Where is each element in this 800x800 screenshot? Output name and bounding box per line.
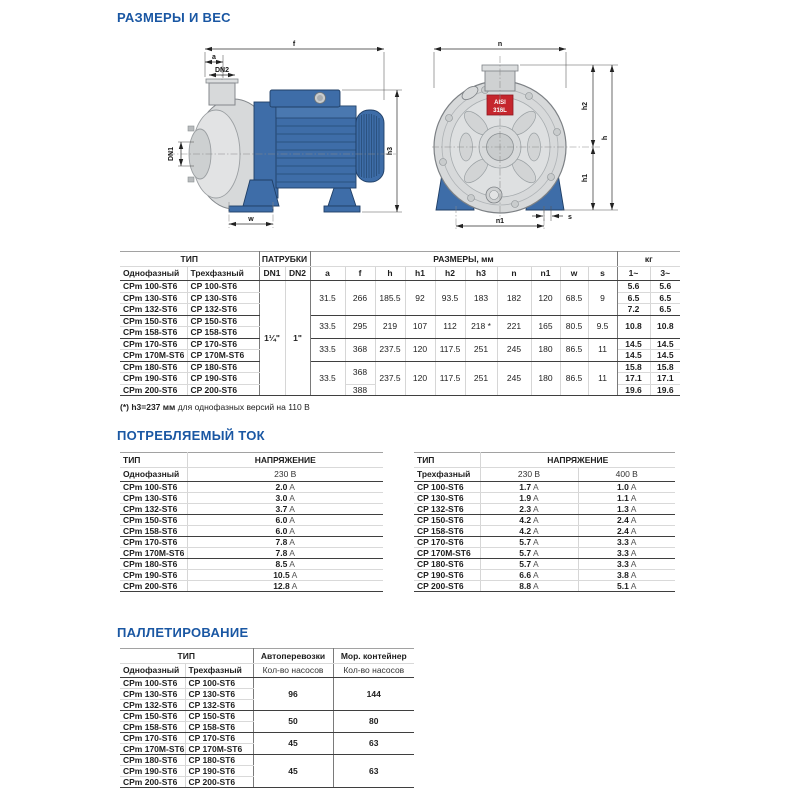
model-cell: CPm 150-ST6 bbox=[120, 711, 185, 722]
dim-cell: 80.5 bbox=[560, 315, 588, 338]
dim-cell: 218 * bbox=[465, 315, 497, 338]
dim-cell: 33.5 bbox=[310, 315, 345, 338]
dim-cell: 86.5 bbox=[560, 361, 588, 396]
model-cell: CP 150-ST6 bbox=[187, 315, 259, 327]
dim-h bbox=[602, 65, 612, 210]
current-cell: 2.4 A bbox=[578, 526, 675, 537]
dim-cell: 33.5 bbox=[310, 338, 345, 361]
table-row bbox=[120, 733, 414, 744]
dim-label-n1: n1 bbox=[495, 218, 505, 225]
dim-label-dn1: DN1 bbox=[168, 146, 175, 162]
qty-cell: 45 bbox=[253, 733, 333, 755]
model-cell: CPm 190-ST6 bbox=[120, 373, 187, 385]
qty-cell: 96 bbox=[253, 678, 333, 711]
header-cell: w bbox=[560, 267, 588, 281]
dim-cell: 251 bbox=[465, 338, 497, 361]
dim-cell: 31.5 bbox=[310, 281, 345, 316]
current-cell: 5.1 A bbox=[578, 581, 675, 592]
table-subheader-row bbox=[120, 468, 383, 482]
dim-cell: 86.5 bbox=[560, 338, 588, 361]
model-cell: CPm 158-ST6 bbox=[120, 722, 185, 733]
header-cell: 3~ bbox=[650, 267, 680, 281]
dim-cell: 11 bbox=[588, 361, 617, 396]
model-cell: CPm 170-ST6 bbox=[120, 733, 185, 744]
header-cell: h3 bbox=[465, 267, 497, 281]
header-cell: Однофазный bbox=[120, 267, 187, 281]
model-cell: CPm 170M-ST6 bbox=[120, 548, 187, 559]
weight-cell: 10.8 bbox=[617, 315, 650, 338]
dim-cell: 180 bbox=[531, 338, 560, 361]
model-cell: CPm 150-ST6 bbox=[120, 515, 187, 526]
dim-cell: 237.5 bbox=[375, 361, 405, 396]
dim-label-n: n bbox=[497, 41, 503, 48]
model-cell: CPm 170-ST6 bbox=[120, 537, 187, 548]
model-cell: CP 132-ST6 bbox=[187, 304, 259, 316]
header-cell: ТИП bbox=[120, 453, 187, 468]
pump-side-view-drawing bbox=[150, 38, 430, 234]
current-cell: 1.7 A bbox=[480, 482, 578, 493]
table-header-row bbox=[414, 453, 675, 468]
current-cell: 3.7 A bbox=[187, 504, 383, 515]
model-cell: CP 158-ST6 bbox=[187, 327, 259, 339]
weight-cell: 6.5 bbox=[617, 292, 650, 304]
model-cell: CPm 132-ST6 bbox=[120, 700, 185, 711]
model-cell: CP 170-ST6 bbox=[187, 338, 259, 350]
dim-cell: 295 bbox=[345, 315, 375, 338]
header-cell: f bbox=[345, 267, 375, 281]
model-cell: CPm 200-ST6 bbox=[120, 384, 187, 396]
weight-cell: 19.6 bbox=[650, 384, 680, 396]
dim-cell: 11 bbox=[588, 338, 617, 361]
dim-cell: 368 bbox=[345, 361, 375, 384]
dim-label-s: s bbox=[568, 214, 572, 221]
header-cell: ТИП bbox=[414, 453, 480, 468]
header-cell: n1 bbox=[531, 267, 560, 281]
current-cell: 7.8 A bbox=[187, 548, 383, 559]
dim-cell: 120 bbox=[405, 361, 435, 396]
current-cell: 3.3 A bbox=[578, 537, 675, 548]
current-cell: 6.6 A bbox=[480, 570, 578, 581]
dim-cell: 120 bbox=[531, 281, 560, 316]
header-cell: ТИП bbox=[120, 649, 253, 664]
current-cell: 5.7 A bbox=[480, 537, 578, 548]
model-cell: CPm 130-ST6 bbox=[120, 689, 185, 700]
dim-cell: 266 bbox=[345, 281, 375, 316]
table-row bbox=[414, 537, 675, 548]
dim-cell: 388 bbox=[345, 384, 375, 396]
header-cell: ТИП bbox=[120, 252, 259, 267]
model-cell: CP 170M-ST6 bbox=[187, 350, 259, 362]
dim-label-a: a bbox=[212, 54, 216, 61]
weight-cell: 10.8 bbox=[650, 315, 680, 338]
header-cell: s bbox=[588, 267, 617, 281]
model-cell: CP 200-ST6 bbox=[187, 384, 259, 396]
table-row bbox=[120, 515, 383, 526]
weight-cell: 19.6 bbox=[617, 384, 650, 396]
table-row bbox=[414, 548, 675, 559]
dim-cell: 221 bbox=[497, 315, 531, 338]
table-row bbox=[120, 281, 680, 293]
dim-cell: 33.5 bbox=[310, 361, 345, 396]
model-cell: CP 180-ST6 bbox=[185, 755, 253, 766]
dim-label-f: f bbox=[292, 41, 296, 48]
weight-cell: 5.6 bbox=[650, 281, 680, 293]
header-cell: Трехфазный bbox=[187, 267, 259, 281]
model-cell: CPm 180-ST6 bbox=[120, 559, 187, 570]
dim-cell: 165 bbox=[531, 315, 560, 338]
model-cell: CPm 180-ST6 bbox=[120, 361, 187, 373]
header-cell: Однофазный bbox=[120, 664, 185, 678]
header-cell: Кол-во насосов bbox=[333, 664, 414, 678]
dim-label-w: w bbox=[248, 216, 254, 223]
dim-label-h: h bbox=[602, 135, 609, 141]
header-cell: кг bbox=[617, 252, 680, 267]
qty-cell: 144 bbox=[333, 678, 414, 711]
header-cell: Мор. контейнер bbox=[333, 649, 414, 664]
current-cell: 2.3 A bbox=[480, 504, 578, 515]
model-cell: CPm 170M-ST6 bbox=[120, 744, 185, 755]
model-cell: CP 170M-ST6 bbox=[414, 548, 480, 559]
table-row bbox=[120, 581, 383, 592]
model-cell: CP 200-ST6 bbox=[414, 581, 480, 592]
table-header-row bbox=[120, 252, 680, 267]
table-row bbox=[120, 755, 414, 766]
header-cell: Автоперевозки bbox=[253, 649, 333, 664]
header-cell: DN2 bbox=[285, 267, 310, 281]
pallet-section-title: ПАЛЛЕТИРОВАНИЕ bbox=[117, 625, 249, 640]
model-cell: CPm 158-ST6 bbox=[120, 526, 187, 537]
model-cell: CP 130-ST6 bbox=[185, 689, 253, 700]
model-cell: CP 200-ST6 bbox=[185, 777, 253, 788]
current-cell: 1.9 A bbox=[480, 493, 578, 504]
model-cell: CPm 200-ST6 bbox=[120, 581, 187, 592]
header-cell: НАПРЯЖЕНИЕ bbox=[187, 453, 383, 468]
dim-cell: 368 bbox=[345, 338, 375, 361]
model-cell: CPm 150-ST6 bbox=[120, 315, 187, 327]
current-cell: 1.0 A bbox=[578, 482, 675, 493]
model-cell: CPm 100-ST6 bbox=[120, 281, 187, 293]
header-cell: НАПРЯЖЕНИЕ bbox=[480, 453, 675, 468]
table-row bbox=[414, 482, 675, 493]
header-cell: РАЗМЕРЫ, мм bbox=[310, 252, 617, 267]
current-cell: 6.0 A bbox=[187, 526, 383, 537]
model-cell: CP 132-ST6 bbox=[414, 504, 480, 515]
current-cell: 4.2 A bbox=[480, 515, 578, 526]
qty-cell: 63 bbox=[333, 755, 414, 788]
pump-front-view-drawing bbox=[428, 38, 633, 234]
model-cell: CPm 200-ST6 bbox=[120, 777, 185, 788]
model-cell: CPm 190-ST6 bbox=[120, 766, 185, 777]
table-subheader-row bbox=[120, 267, 680, 281]
model-cell: CP 190-ST6 bbox=[187, 373, 259, 385]
current-cell: 2.4 A bbox=[578, 515, 675, 526]
table-header-row bbox=[120, 453, 383, 468]
current-cell: 4.2 A bbox=[480, 526, 578, 537]
table-row bbox=[414, 559, 675, 570]
dim-cell: 245 bbox=[497, 361, 531, 396]
voltage-cell: 230 В bbox=[187, 468, 383, 482]
header-cell: h1 bbox=[405, 267, 435, 281]
badge-line2: 316L bbox=[493, 108, 507, 114]
model-cell: CP 100-ST6 bbox=[187, 281, 259, 293]
table-row bbox=[414, 504, 675, 515]
model-cell: CP 158-ST6 bbox=[185, 722, 253, 733]
single-phase-current-table bbox=[120, 452, 383, 592]
table-row bbox=[120, 526, 383, 537]
header-cell: h2 bbox=[435, 267, 465, 281]
footnote-bold: (*) h3=237 мм bbox=[120, 402, 176, 412]
table-row bbox=[414, 581, 675, 592]
dim-label-dn2: DN2 bbox=[214, 67, 230, 74]
model-cell: CP 158-ST6 bbox=[414, 526, 480, 537]
current-cell: 8.5 A bbox=[187, 559, 383, 570]
table-row bbox=[120, 493, 383, 504]
table-row bbox=[120, 315, 680, 327]
dim-label-h2: h2 bbox=[582, 101, 589, 111]
header-cell: Кол-во насосов bbox=[253, 664, 333, 678]
table-header-row bbox=[120, 649, 414, 664]
model-cell: CPm 158-ST6 bbox=[120, 327, 187, 339]
dim-cell: 9.5 bbox=[588, 315, 617, 338]
header-cell: ПАТРУБКИ bbox=[259, 252, 310, 267]
model-cell: CP 132-ST6 bbox=[185, 700, 253, 711]
table-row bbox=[120, 537, 383, 548]
weight-cell: 15.8 bbox=[617, 361, 650, 373]
current-cell: 3.3 A bbox=[578, 548, 675, 559]
current-cell: 10.5 A bbox=[187, 570, 383, 581]
dim-cell: 182 bbox=[497, 281, 531, 316]
three-phase-current-table bbox=[414, 452, 675, 592]
model-cell: CPm 132-ST6 bbox=[120, 504, 187, 515]
dim-cell: 112 bbox=[435, 315, 465, 338]
current-cell: 7.8 A bbox=[187, 537, 383, 548]
model-cell: CP 170-ST6 bbox=[414, 537, 480, 548]
table-row bbox=[414, 515, 675, 526]
header-cell: n bbox=[497, 267, 531, 281]
model-cell: CPm 100-ST6 bbox=[120, 482, 187, 493]
weight-cell: 17.1 bbox=[617, 373, 650, 385]
table-subheader-row bbox=[120, 664, 414, 678]
table-row bbox=[120, 504, 383, 515]
dim-cell: 117.5 bbox=[435, 338, 465, 361]
voltage-cell: 230 В bbox=[480, 468, 578, 482]
table-row bbox=[120, 482, 383, 493]
current-cell: 8.8 A bbox=[480, 581, 578, 592]
header-cell: Однофазный bbox=[120, 468, 187, 482]
model-cell: CPm 130-ST6 bbox=[120, 292, 187, 304]
table-row bbox=[414, 570, 675, 581]
dim-cell: 117.5 bbox=[435, 361, 465, 396]
current-cell: 3.3 A bbox=[578, 559, 675, 570]
footnote-text: для однофазных версий на 110 В bbox=[175, 402, 310, 412]
current-cell: 2.0 A bbox=[187, 482, 383, 493]
table-subheader-row bbox=[414, 468, 675, 482]
side-motor-body bbox=[270, 90, 384, 188]
current-cell: 12.8 A bbox=[187, 581, 383, 592]
model-cell: CP 100-ST6 bbox=[185, 678, 253, 689]
current-cell: 1.3 A bbox=[578, 504, 675, 515]
table-row bbox=[120, 548, 383, 559]
dim-cell: 180 bbox=[531, 361, 560, 396]
dim-cell: 245 bbox=[497, 338, 531, 361]
weight-cell: 14.5 bbox=[650, 350, 680, 362]
model-cell: CP 180-ST6 bbox=[414, 559, 480, 570]
dn2-value-cell: 1" bbox=[285, 281, 310, 396]
table-row bbox=[414, 526, 675, 537]
table-row bbox=[120, 361, 680, 373]
weight-cell: 15.8 bbox=[650, 361, 680, 373]
model-cell: CPm 132-ST6 bbox=[120, 304, 187, 316]
dim-cell: 251 bbox=[465, 361, 497, 396]
dn1-value-cell: 1¼" bbox=[259, 281, 285, 396]
qty-cell: 63 bbox=[333, 733, 414, 755]
dim-label-h1: h1 bbox=[582, 173, 589, 183]
model-cell: CP 130-ST6 bbox=[414, 493, 480, 504]
dim-a bbox=[205, 54, 223, 78]
palletization-table bbox=[120, 648, 414, 788]
dim-cell: 93.5 bbox=[435, 281, 465, 316]
dim-dn2 bbox=[209, 67, 235, 75]
weight-cell: 14.5 bbox=[617, 350, 650, 362]
dim-h1 bbox=[562, 147, 618, 210]
dim-cell: 185.5 bbox=[375, 281, 405, 316]
model-cell: CP 180-ST6 bbox=[187, 361, 259, 373]
model-cell: CPm 170M-ST6 bbox=[120, 350, 187, 362]
model-cell: CPm 100-ST6 bbox=[120, 678, 185, 689]
model-cell: CP 190-ST6 bbox=[185, 766, 253, 777]
weight-cell: 6.5 bbox=[650, 292, 680, 304]
dim-cell: 237.5 bbox=[375, 338, 405, 361]
dimensions-table bbox=[120, 251, 680, 396]
table-row bbox=[414, 493, 675, 504]
current-cell: 3.0 A bbox=[187, 493, 383, 504]
footnote bbox=[120, 402, 310, 412]
current-cell: 3.8 A bbox=[578, 570, 675, 581]
header-cell: 1~ bbox=[617, 267, 650, 281]
qty-cell: 50 bbox=[253, 711, 333, 733]
table-row bbox=[120, 559, 383, 570]
qty-cell: 80 bbox=[333, 711, 414, 733]
header-cell: a bbox=[310, 267, 345, 281]
dimensions-section-title: РАЗМЕРЫ И ВЕС bbox=[117, 10, 231, 25]
table-row bbox=[120, 678, 414, 689]
dim-cell: 68.5 bbox=[560, 281, 588, 316]
model-cell: CPm 130-ST6 bbox=[120, 493, 187, 504]
model-cell: CP 130-ST6 bbox=[187, 292, 259, 304]
header-cell: Трехфазный bbox=[185, 664, 253, 678]
model-cell: CP 100-ST6 bbox=[414, 482, 480, 493]
model-cell: CP 190-ST6 bbox=[414, 570, 480, 581]
dim-cell: 219 bbox=[375, 315, 405, 338]
weight-cell: 14.5 bbox=[617, 338, 650, 350]
model-cell: CP 150-ST6 bbox=[185, 711, 253, 722]
dim-cell: 9 bbox=[588, 281, 617, 316]
table-row bbox=[120, 711, 414, 722]
side-suction-pipe bbox=[206, 79, 238, 105]
current-cell: 5.7 A bbox=[480, 559, 578, 570]
voltage-cell: 400 В bbox=[578, 468, 675, 482]
current-cell: 6.0 A bbox=[187, 515, 383, 526]
qty-cell: 45 bbox=[253, 755, 333, 788]
weight-cell: 14.5 bbox=[650, 338, 680, 350]
weight-cell: 6.5 bbox=[650, 304, 680, 316]
model-cell: CP 150-ST6 bbox=[414, 515, 480, 526]
weight-cell: 7.2 bbox=[617, 304, 650, 316]
model-cell: CPm 170-ST6 bbox=[120, 338, 187, 350]
badge-line1: AISI bbox=[494, 100, 506, 106]
table-row bbox=[120, 338, 680, 350]
header-cell: Трехфазный bbox=[414, 468, 480, 482]
weight-cell: 17.1 bbox=[650, 373, 680, 385]
header-cell: h bbox=[375, 267, 405, 281]
dim-cell: 120 bbox=[405, 338, 435, 361]
table-row bbox=[120, 570, 383, 581]
current-cell: 1.1 A bbox=[578, 493, 675, 504]
weight-cell: 5.6 bbox=[617, 281, 650, 293]
model-cell: CP 170-ST6 bbox=[185, 733, 253, 744]
current-cell: 5.7 A bbox=[480, 548, 578, 559]
model-cell: CPm 190-ST6 bbox=[120, 570, 187, 581]
dim-label-h3: h3 bbox=[387, 146, 394, 156]
model-cell: CPm 180-ST6 bbox=[120, 755, 185, 766]
dim-cell: 92 bbox=[405, 281, 435, 316]
dim-cell: 107 bbox=[405, 315, 435, 338]
model-cell: CP 170M-ST6 bbox=[185, 744, 253, 755]
current-section-title: ПОТРЕБЛЯЕМЫЙ ТОК bbox=[117, 428, 265, 443]
header-cell: DN1 bbox=[259, 267, 285, 281]
dim-cell: 183 bbox=[465, 281, 497, 316]
